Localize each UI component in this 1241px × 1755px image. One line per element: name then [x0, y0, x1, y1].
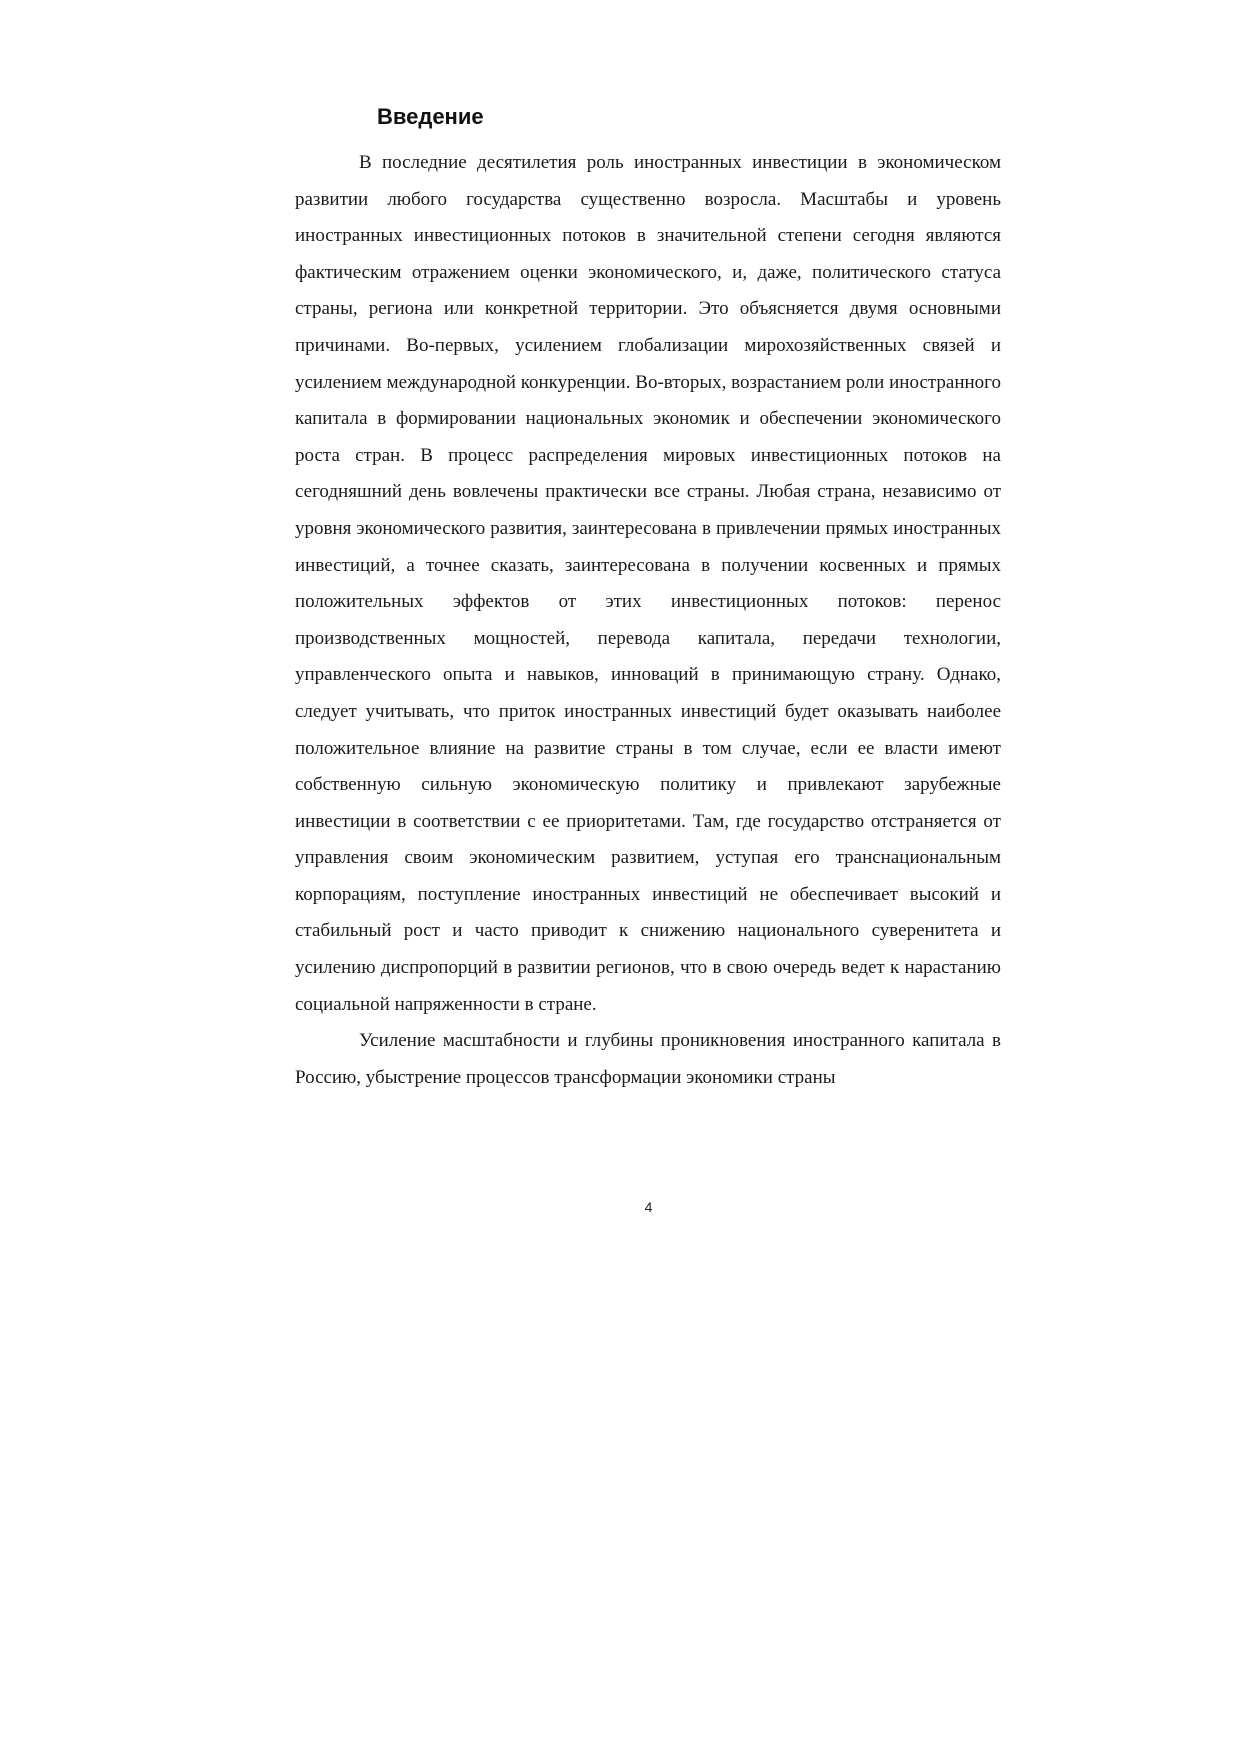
section-heading: Введение — [377, 104, 484, 129]
body-text — [295, 145, 1001, 1096]
paragraph-2: Усиление масштабности и глубины проникновения иностранного капитала в Россию, убыстрение процессов трансформации экономики страны — [295, 1030, 1001, 1088]
page-number: 4 — [644, 1199, 653, 1215]
paragraph-1: В последние десятилетия роль иностранных инвестиции в экономическом развитии любого государства существенно возросла. Масштабы и уровень иностранных инвестиционных потоков в значительной степени сегодня являются фактическим отражением оценки экономического, и, даже, политического статуса страны, региона или конкретной территории. Это объясняется двумя основными причинами. Во-первых, усилением глобализации мирохозяйственных связей и усилением международной конкуренции. Во-вторых, возрастанием роли иностранного капитала в формировании национальных экономик и обеспечении экономического роста стран. В процесс распределения мировых инвестиционных потоков на сегодняшний день вовлечены практически все страны. Любая страна, независимо от уровня экономического развития, заинтересована в привлечении прямых иностранных инвестиций, а точнее сказать, заинтересована в получении косвенных и прямых положительных эффектов от этих инвестиционных потоков: перенос производственных мощностей, перевода капитала, передачи технологии, управленческого опыта и навыков, инноваций в принимающую страну. Однако, следует учитывать, что приток иностранных инвестиций будет оказывать наиболее положительное влияние на развитие страны в том случае, если ее власти имеют собственную сильную экономическую политику и привлекают зарубежные инвестиции в соответствии с ее приоритетами. Там, где государство отстраняется от управления своим экономическим развитием, уступая его транснациональным корпорациям, поступление иностранных инвестиций не обеспечивает высокий и стабильный рост и часто приводит к снижению национального суверенитета и усилению диспропорций в развитии регионов, что в свою очередь ведет к нарастанию социальной напряженности в стране. — [295, 152, 1001, 1015]
